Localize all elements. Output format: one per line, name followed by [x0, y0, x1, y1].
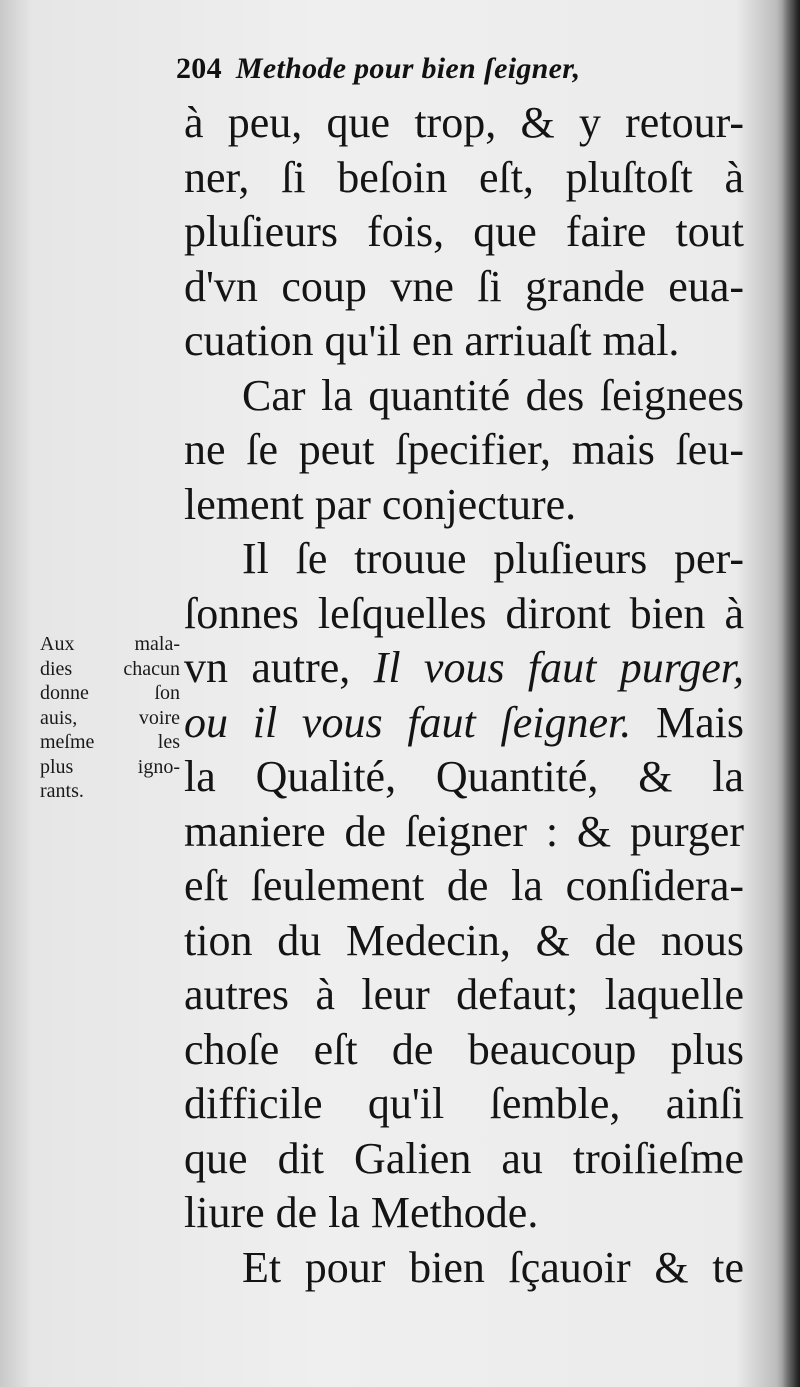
text-line: maniere de ſeigner : & purger — [184, 806, 744, 856]
text-line: difficile qu'il ſemble, ainſi — [184, 1079, 744, 1128]
text-segment: Mais — [631, 697, 745, 747]
text-line: la Qualité, Quantité, & la — [184, 752, 744, 801]
paragraph-start-line: Il ſe trouue pluſieurs per- — [242, 534, 744, 583]
text-line: ner, ſi beſoin eſt, pluſtoſt à — [184, 152, 744, 202]
margin-note-line: dies chacun — [40, 657, 180, 680]
text-line: liure de la Methode. — [184, 1188, 539, 1237]
margin-note-line: auis, voire — [40, 706, 180, 729]
margin-note-line: donne ſon — [40, 682, 180, 704]
running-title: Methode pour bien ſeigner, — [235, 52, 581, 85]
text-line: tion du Medecin, & de nous — [184, 915, 744, 965]
text-line: pluſieurs fois, que faire tout — [184, 207, 744, 256]
text-line: ſonnes leſquelles diront bien à — [184, 588, 744, 638]
text-line: autres à leur defaut; laquelle — [184, 970, 744, 1019]
italic-quotation: ou il vous faut ſeigner. — [184, 697, 632, 747]
margin-note-line: plus igno- — [40, 755, 180, 778]
text-line: à peu, que trop, & y retour- — [184, 98, 744, 147]
text-line: ne ſe peut ſpecifier, mais ſeu- — [184, 425, 744, 474]
margin-note-line: rants. — [40, 780, 84, 802]
text-line — [184, 641, 744, 696]
text-line: que dit Galien au troiſieſme — [184, 1133, 744, 1183]
italic-quotation: Il vous faut purger, — [373, 643, 745, 692]
marginal-note — [40, 632, 180, 804]
text-segment: vn autre, — [184, 643, 374, 692]
text-line — [184, 696, 744, 751]
page-number: 204 — [176, 52, 222, 85]
text-line: choſe eſt de beaucoup plus — [184, 1024, 744, 1074]
paragraph-start-line: Car la quantité des ſeignees — [242, 370, 744, 420]
margin-note-line: meſme les — [40, 731, 180, 753]
paragraph-start-line: Et pour bien ſçauoir & te — [242, 1242, 744, 1292]
body-text — [184, 96, 744, 1295]
page-gutter-shadow — [782, 0, 800, 1387]
running-header — [176, 52, 580, 86]
margin-note-line: Aux mala- — [40, 633, 180, 655]
text-line: cuation qu'il en arriuaſt mal. — [184, 316, 680, 365]
text-line: d'vn coup vne ſi grande eua- — [184, 261, 744, 311]
text-line: lement par conjecture. — [184, 479, 577, 529]
text-line: eſt ſeulement de la conſidera- — [184, 861, 744, 910]
